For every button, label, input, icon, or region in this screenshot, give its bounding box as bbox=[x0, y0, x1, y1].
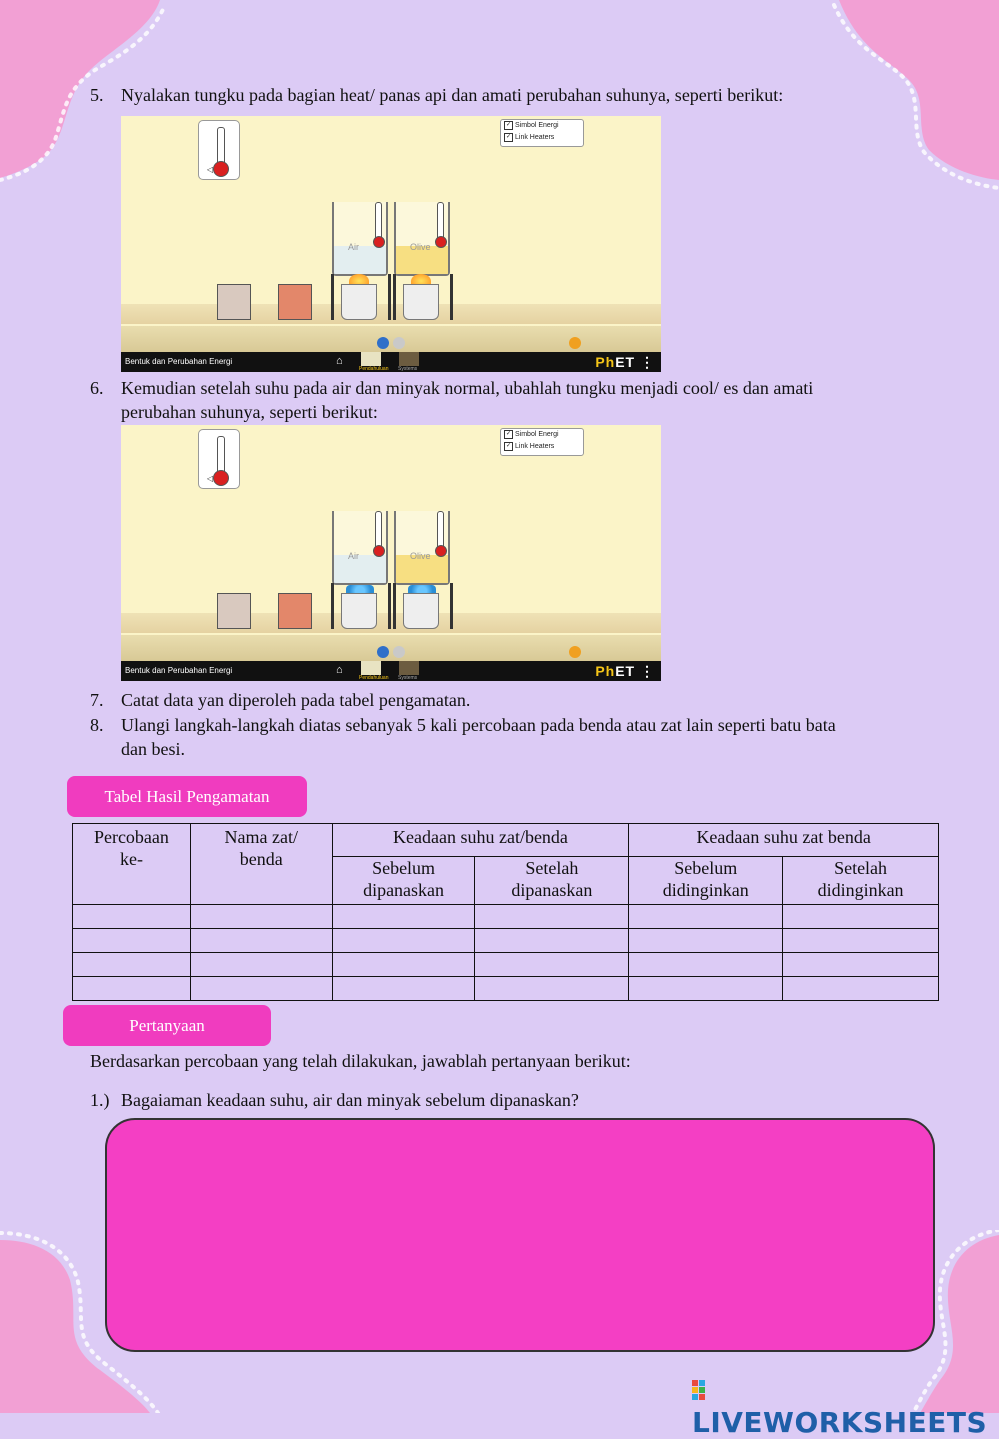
brick-block bbox=[278, 593, 312, 629]
table-cell[interactable] bbox=[783, 953, 939, 977]
water-beaker: Air bbox=[332, 202, 388, 276]
header-percobaan: Percobaan ke- bbox=[73, 824, 191, 905]
home-icon: ⌂ bbox=[336, 664, 343, 676]
answer-input-box[interactable] bbox=[105, 1118, 935, 1352]
step-6-text-line1: Kemudian setelah suhu pada air dan minyak normal, ubahlah tungku menjadi cool/ es dan amati bbox=[121, 378, 814, 398]
step-7: 7. bbox=[90, 690, 104, 710]
iron-block bbox=[217, 284, 251, 320]
table-cell[interactable] bbox=[73, 905, 191, 929]
brick-block bbox=[278, 284, 312, 320]
table-cell[interactable] bbox=[475, 953, 629, 977]
header-setelah-dipanaskan: Setelah dipanaskan bbox=[475, 857, 629, 905]
checkbox-icon: ✓ bbox=[505, 121, 512, 128]
table-cell[interactable] bbox=[783, 905, 939, 929]
liveworksheets-logo-icon bbox=[692, 1380, 706, 1402]
options-panel: ✓ Simbol Energi ✓ Link Heaters bbox=[500, 428, 584, 456]
table-cell[interactable] bbox=[629, 977, 783, 1001]
questions-intro: Berdasarkan percobaan yang telah dilakukan, jawablah pertanyaan berikut: bbox=[90, 1051, 631, 1071]
table-cell[interactable] bbox=[475, 929, 629, 953]
table-cell[interactable] bbox=[629, 929, 783, 953]
table-cell[interactable] bbox=[783, 929, 939, 953]
question-1-number: 1.) bbox=[90, 1090, 110, 1110]
step-number: 5. bbox=[90, 85, 104, 105]
iron-block bbox=[217, 593, 251, 629]
step-6-text-line2: perubahan suhunya, seperti berikut: bbox=[121, 402, 378, 422]
phet-logo: PhET ⋮ bbox=[595, 354, 655, 370]
table-cell[interactable] bbox=[190, 929, 332, 953]
liveworksheets-logo: LIVEWORKSHEETS bbox=[692, 1373, 999, 1439]
home-icon: ⌂ bbox=[336, 355, 343, 367]
checkbox-icon: ✓ bbox=[505, 442, 512, 449]
water-beaker: Air bbox=[332, 511, 388, 585]
table-row bbox=[73, 905, 939, 929]
header-group-cooling: Keadaan suhu zat benda bbox=[629, 824, 939, 857]
pause-icon bbox=[377, 337, 389, 349]
thermometer-tool: ◁ bbox=[198, 429, 240, 489]
table-row bbox=[73, 977, 939, 1001]
step-8-text-line2: dan besi. bbox=[121, 739, 185, 759]
step-8-text-line1: Ulangi langkah-langkah diatas sebanyak 5 kali percobaan pada benda atau zat lain seperti batu bata bbox=[121, 715, 836, 735]
thermometer-tool: ◁ bbox=[198, 120, 240, 180]
step-5 bbox=[90, 83, 104, 107]
step-6: 6. bbox=[90, 378, 104, 398]
reset-icon bbox=[569, 646, 581, 658]
step-8: 8. bbox=[90, 715, 104, 735]
table-cell[interactable] bbox=[783, 977, 939, 1001]
observation-table bbox=[72, 823, 939, 1001]
table-cell[interactable] bbox=[190, 905, 332, 929]
burner-oil bbox=[403, 593, 439, 629]
checkbox-icon: ✓ bbox=[505, 133, 512, 140]
step-icon bbox=[393, 646, 405, 658]
header-sebelum-dipanaskan: Sebelum dipanaskan bbox=[332, 857, 475, 905]
table-cell[interactable] bbox=[629, 953, 783, 977]
questions-section-tag: Pertanyaan bbox=[63, 1005, 271, 1046]
table-cell[interactable] bbox=[332, 977, 475, 1001]
burner-oil bbox=[403, 284, 439, 320]
table-section-tag: Tabel Hasil Pengamatan bbox=[67, 776, 307, 817]
simulation-heat-screenshot: ◁ ✓ Simbol Energi ✓ Link Heaters Air Olive Bentuk dan Perubahan Energi ⌂ Pendahuluan Systems PhET ⋮ bbox=[121, 116, 661, 372]
burner-water bbox=[341, 284, 377, 320]
step-5-text: Nyalakan tungku pada bagian heat/ panas api dan amati perubahan suhunya, seperti berikut: bbox=[121, 85, 784, 105]
table-cell[interactable] bbox=[629, 905, 783, 929]
decor-blob-top-right bbox=[819, 0, 999, 200]
table-row bbox=[73, 953, 939, 977]
checkbox-icon: ✓ bbox=[505, 430, 512, 437]
table-row bbox=[73, 929, 939, 953]
oil-beaker: Olive bbox=[394, 202, 450, 276]
header-setelah-didinginkan: Setelah didinginkan bbox=[783, 857, 939, 905]
table-cell[interactable] bbox=[332, 953, 475, 977]
phet-logo: PhET ⋮ bbox=[595, 663, 655, 679]
table-cell[interactable] bbox=[332, 905, 475, 929]
reset-icon bbox=[569, 337, 581, 349]
table-cell[interactable] bbox=[73, 977, 191, 1001]
table-cell[interactable] bbox=[73, 953, 191, 977]
options-panel: ✓ Simbol Energi ✓ Link Heaters bbox=[500, 119, 584, 147]
table-cell[interactable] bbox=[190, 977, 332, 1001]
table-cell[interactable] bbox=[332, 929, 475, 953]
question-1-text: Bagaiaman keadaan suhu, air dan minyak sebelum dipanaskan? bbox=[121, 1090, 579, 1110]
table-cell[interactable] bbox=[475, 977, 629, 1001]
step-icon bbox=[393, 337, 405, 349]
oil-beaker: Olive bbox=[394, 511, 450, 585]
burner-water bbox=[341, 593, 377, 629]
table-cell[interactable] bbox=[475, 905, 629, 929]
header-group-heating: Keadaan suhu zat/benda bbox=[332, 824, 629, 857]
header-nama-zat: Nama zat/ benda bbox=[190, 824, 332, 905]
table-cell[interactable] bbox=[73, 929, 191, 953]
simulation-cool-screenshot: ◁ ✓ Simbol Energi ✓ Link Heaters Air Olive Bentuk dan Perubahan Energi ⌂ Pendahuluan Systems PhET ⋮ bbox=[121, 425, 661, 681]
pause-icon bbox=[377, 646, 389, 658]
step-7-text: Catat data yan diperoleh pada tabel pengamatan. bbox=[121, 690, 471, 710]
table-cell[interactable] bbox=[190, 953, 332, 977]
header-sebelum-didinginkan: Sebelum didinginkan bbox=[629, 857, 783, 905]
